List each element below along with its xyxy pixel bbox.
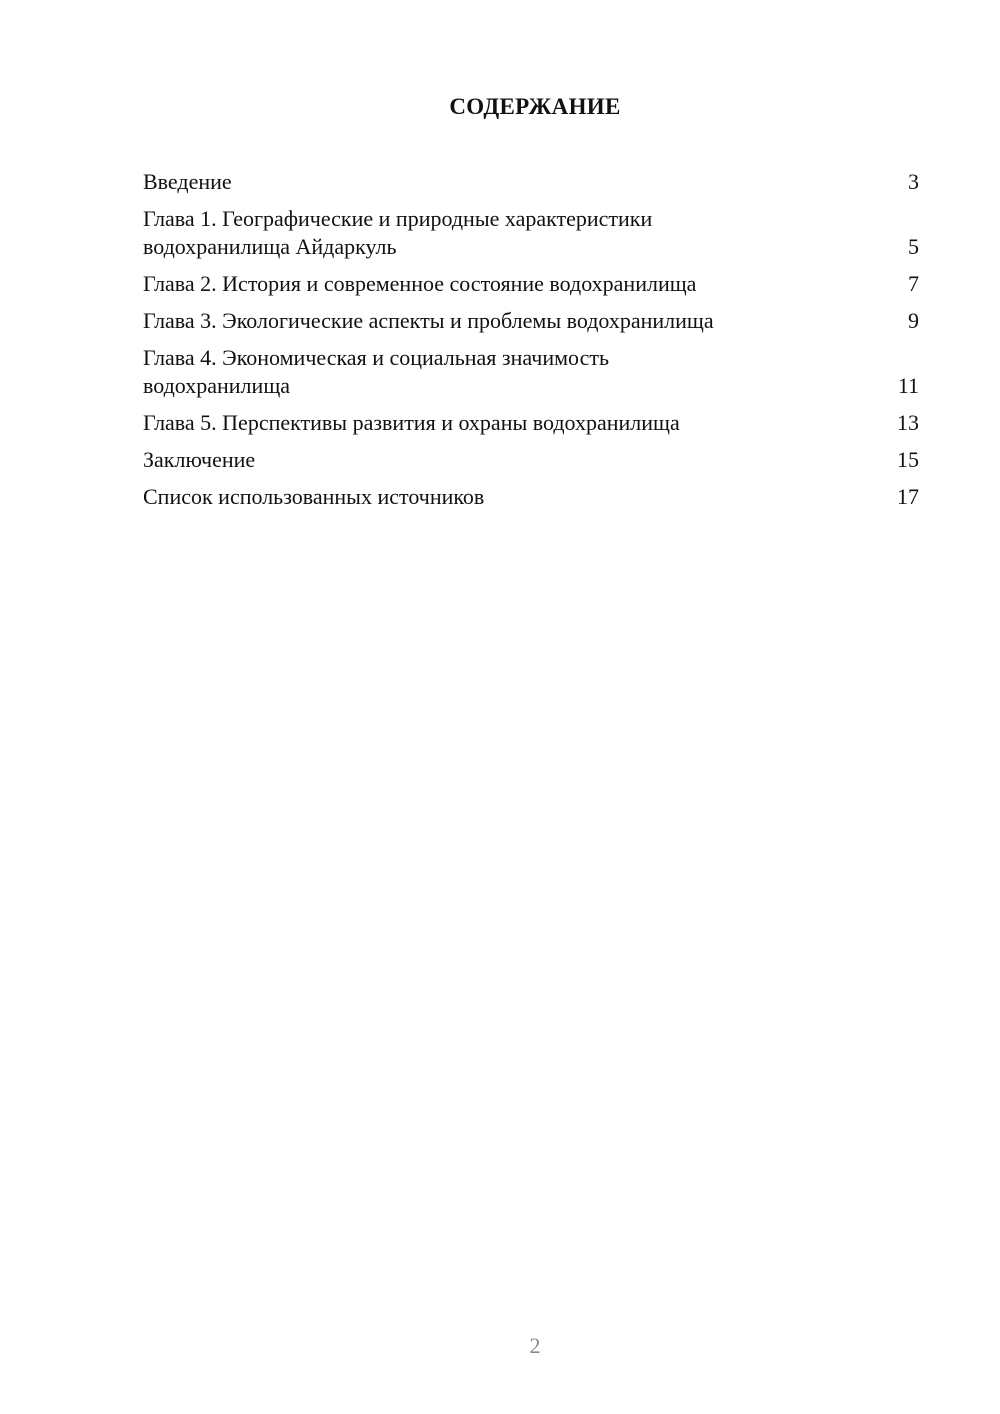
- toc-entry-title: [143, 446, 255, 474]
- toc-entry-title: [143, 409, 680, 437]
- toc-entry-page: 13: [897, 410, 919, 435]
- toc-entry-page: 5: [908, 234, 919, 259]
- toc-entry-line: Список использованных источников: [143, 484, 485, 509]
- page-title: СОДЕРЖАНИЕ: [449, 94, 621, 119]
- toc-entry-line: Введение: [143, 169, 232, 194]
- toc-entry-line: Глава 1. Географические и природные характеристики: [143, 206, 653, 231]
- toc-entry-title: [143, 270, 696, 298]
- toc-entry-page: 15: [897, 447, 919, 472]
- toc-entry-title: [143, 168, 232, 196]
- toc-entry-conclusion: [143, 446, 919, 474]
- toc-entry-title: [143, 205, 652, 261]
- toc-entry-line: Заключение: [143, 447, 256, 472]
- toc-entry-line: Глава 4. Экономическая и социальная значимость: [143, 345, 609, 370]
- toc-entry-page: 11: [897, 373, 919, 398]
- toc-entry-chapter-4: [143, 344, 919, 400]
- toc-entry-page: 9: [908, 308, 919, 333]
- toc-entry-line: Глава 3. Экологические аспекты и проблемы водохранилища: [143, 308, 714, 333]
- toc-entry-chapter-3: [143, 307, 919, 335]
- toc-entry-title: [143, 344, 609, 400]
- toc-entry-page: 3: [908, 169, 919, 194]
- page-number: 2: [529, 1333, 541, 1358]
- toc-entry-line: Глава 2. История и современное состояние водохранилища: [143, 271, 697, 296]
- toc-entry-page: 7: [908, 271, 919, 296]
- toc-entry-chapter-1: [143, 205, 919, 261]
- toc-entry-line: Глава 5. Перспективы развития и охраны водохранилища: [143, 410, 680, 435]
- toc-entry-title: [143, 307, 714, 335]
- toc-entry-page: 17: [897, 484, 919, 509]
- toc-entry-chapter-2: [143, 270, 919, 298]
- toc-entry-line: водохранилища: [143, 373, 291, 398]
- toc-entry-line: водохранилища Айдаркуль: [143, 234, 397, 259]
- toc-entry-chapter-5: [143, 409, 919, 437]
- toc-entry-introduction: [143, 168, 919, 196]
- toc-entry-references: [143, 483, 919, 511]
- table-of-contents: [143, 168, 919, 520]
- toc-entry-title: [143, 483, 484, 511]
